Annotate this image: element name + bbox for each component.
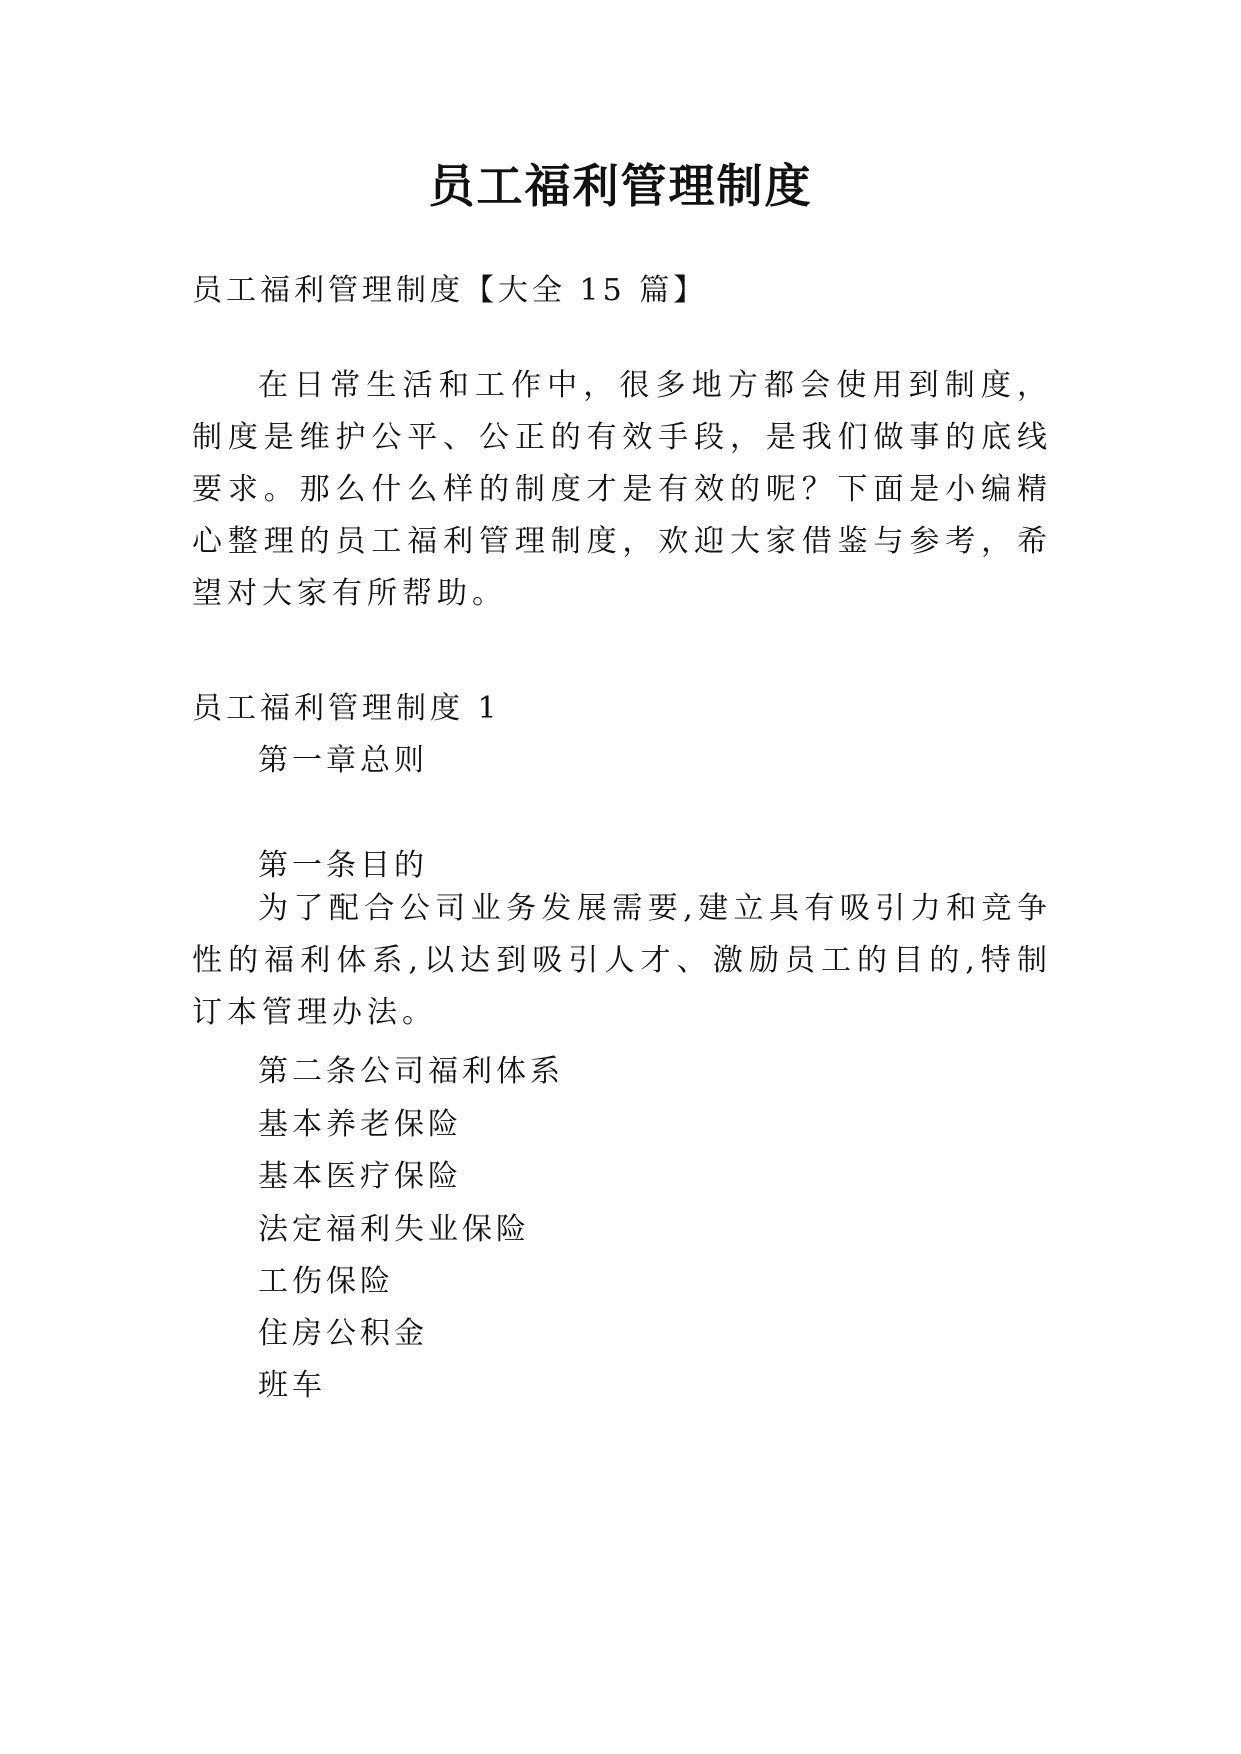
article-1-body: 为了配合公司业务发展需要,建立具有吸引力和竞争性的福利体系,以达到吸引人才、激励员工的目的,特制订本管理办法。: [192, 891, 1052, 1030]
document-subtitle: 员工福利管理制度【大全 15 篇】: [192, 273, 708, 308]
benefit-item: 班车: [258, 1368, 326, 1403]
benefit-item: 基本医疗保险: [258, 1159, 462, 1194]
intro-paragraph: 在日常生活和工作中，很多地方都会使用到制度，制度是维护公平、公正的有效手段，是我们做事的底线要求。那么什么样的制度才是有效的呢？下面是小编精心整理的员工福利管理制度，欢迎大家借鉴与参考，希望对大家有所帮助。: [192, 368, 1052, 611]
benefit-item: 住房公积金: [258, 1316, 428, 1351]
article-1-title: 第一条目的: [258, 848, 428, 883]
document-title: 员工福利管理制度: [428, 159, 813, 213]
article-2-title: 第二条公司福利体系: [258, 1054, 564, 1089]
benefit-item: 基本养老保险: [258, 1107, 462, 1142]
section-heading: 员工福利管理制度 1: [192, 691, 501, 726]
benefit-item: 法定福利失业保险: [258, 1212, 530, 1247]
benefit-item: 工伤保险: [258, 1264, 394, 1299]
chapter-heading: 第一章总则: [258, 743, 428, 778]
